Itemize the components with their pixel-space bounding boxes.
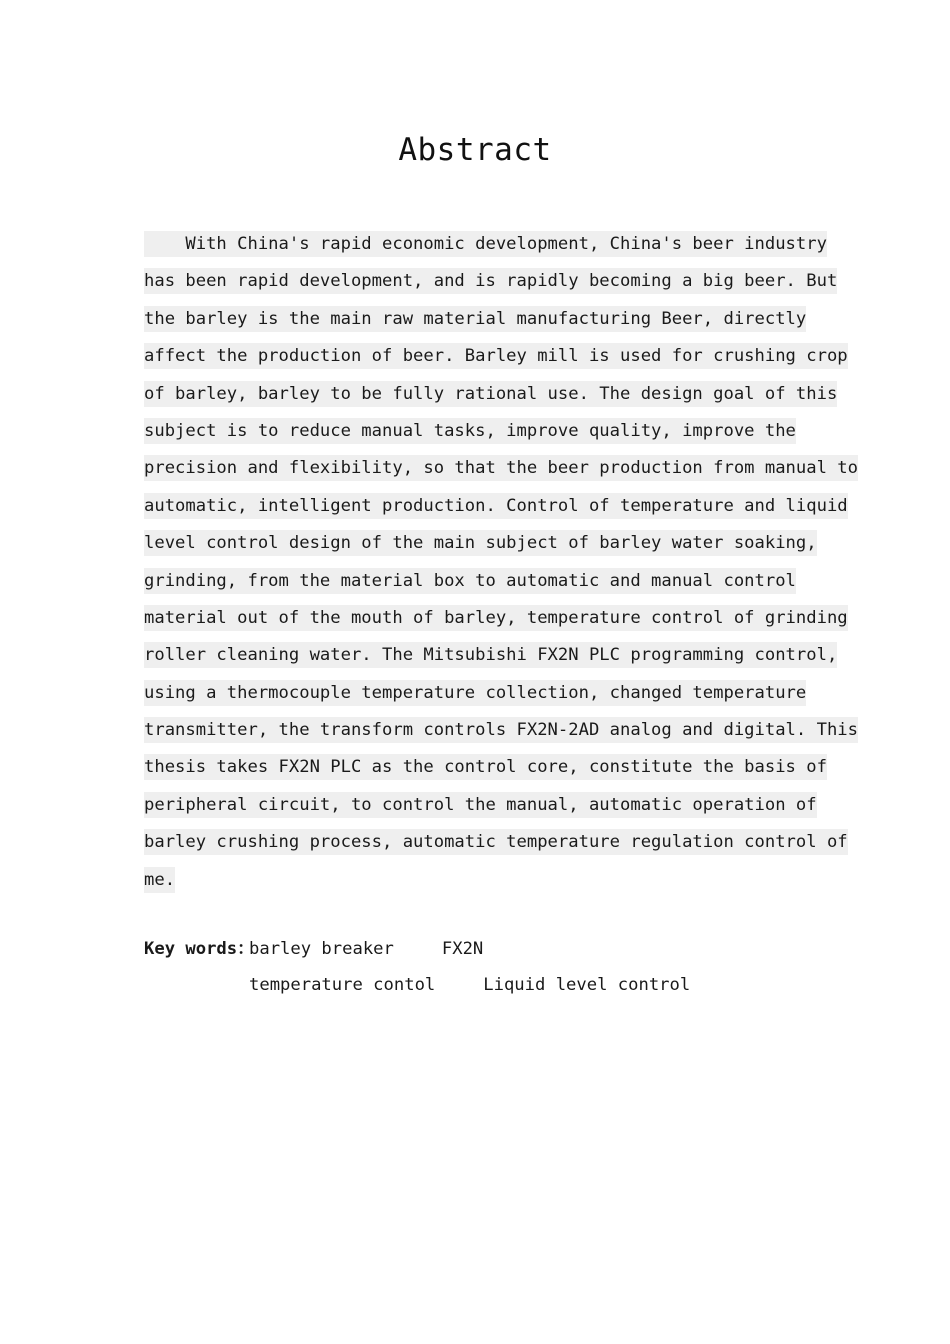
abstract-line [144,263,838,300]
abstract-line [144,450,858,487]
keywords-label: Key words： [144,939,255,959]
abstract-line [144,376,838,413]
abstract-line-text: With China's rapid economic development, China's beer industry [144,231,827,257]
abstract-line [144,824,848,861]
keyword: barley breaker [249,939,394,959]
abstract-line-text: thesis takes FX2N PLC as the control core, constitute the basis of [144,754,827,780]
abstract-line [144,525,824,562]
keywords-row [144,970,824,1006]
abstract-line [144,563,824,600]
abstract-line [144,675,824,712]
abstract-line-text: precision and flexibility, so that the beer production from manual to [144,455,858,481]
abstract-line-text: grinding, from the material box to automatic and manual control [144,568,796,594]
abstract-line [144,226,827,263]
keyword: temperature contol [249,975,436,995]
abstract-line [144,413,824,450]
keywords-section [144,934,824,1006]
abstract-line-text: using a thermocouple temperature collection, changed temperature [144,680,806,706]
keyword: Liquid level control [483,975,691,995]
abstract-line [144,712,858,749]
abstract-line-text: me. [144,867,175,893]
abstract-line-text: subject is to reduce manual tasks, improve quality, improve the [144,418,796,444]
abstract-line [144,301,824,338]
abstract-line [144,338,848,375]
abstract-line-text: level control design of the main subject of barley water soaking, [144,530,817,556]
abstract-body [144,226,858,899]
abstract-line-text: has been rapid development, and is rapidly becoming a big beer. But [144,268,837,294]
abstract-line-text: material out of the mouth of barley, temperature control of grinding [144,605,848,631]
abstract-line-text: barley crushing process, automatic temperature regulation control of [144,829,848,855]
abstract-line [144,862,824,899]
abstract-line [144,488,848,525]
keywords-row [144,934,824,970]
abstract-line-text: peripheral circuit, to control the manual, automatic operation of [144,792,817,818]
abstract-line-text: automatic, intelligent production. Control of temperature and liquid [144,493,848,519]
page-title: Abstract [398,132,552,168]
abstract-line-text: the barley is the main raw material manufacturing Beer, directly [144,306,806,332]
abstract-line-text: of barley, barley to be fully rational use. The design goal of this [144,381,837,407]
keyword: FX2N [441,939,484,959]
abstract-line [144,600,848,637]
abstract-line [144,637,838,674]
abstract-line [144,787,824,824]
abstract-line-text: transmitter, the transform controls FX2N-2AD analog and digital. This [144,717,858,743]
abstract-line-text: roller cleaning water. The Mitsubishi FX2N PLC programming control, [144,642,837,668]
abstract-line-text: affect the production of beer. Barley mill is used for crushing crop [144,343,848,369]
abstract-line [144,749,827,786]
